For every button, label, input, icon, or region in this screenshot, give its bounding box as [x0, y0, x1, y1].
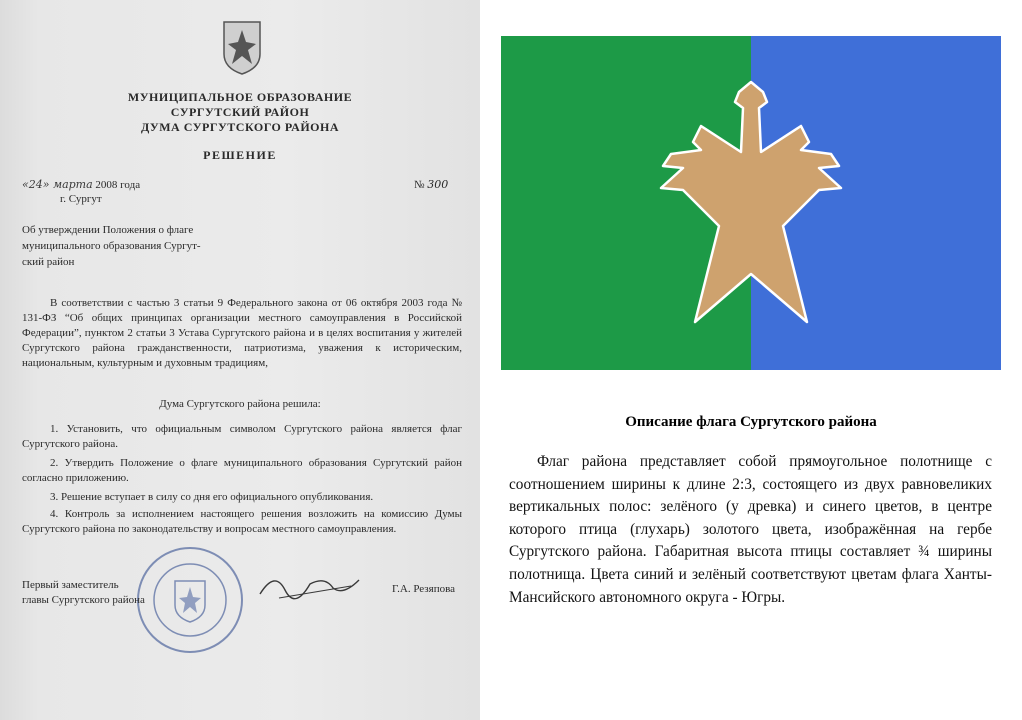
subject-line: ский район [22, 256, 75, 268]
org-line-1: МУНИЦИПАЛЬНОЕ ОБРАЗОВАНИЕ [127, 90, 353, 104]
subject-line: муниципального образования Сургут- [22, 240, 201, 252]
subject-line: Об утверждении Положения о флаге [22, 224, 194, 236]
signer-title [22, 578, 145, 608]
surgut-district-flag [501, 36, 1001, 370]
document-subject [22, 222, 262, 270]
document-item-2: 2. Утвердить Положение о флаге муниципального образования Сургутский район согласно приложению. [22, 457, 462, 484]
signer-name: Г.А. Резяпова [392, 583, 456, 595]
org-line-3: ДУМА СУРГУТСКОГО РАЙОНА [141, 120, 339, 134]
document-item-4: 4. Контроль за исполнением настоящего решения возложить на комиссию Думы Сургутского района по законодательству и вопросам местного самоуправления. [22, 508, 462, 535]
number-label: № [414, 179, 425, 191]
flag-description-title: Описание флага Сургутского района [625, 414, 877, 430]
document-title: РЕШЕНИЕ [203, 148, 277, 162]
signer-title-line: главы Сургутского района [22, 594, 145, 606]
document-date [22, 178, 140, 191]
official-stamp-icon [135, 545, 245, 655]
decision-document [0, 0, 480, 720]
document-preamble: В соответствии с частью 3 статьи 9 Федерального закона от 06 октября 2003 года № 131-ФЗ “Об общих принципах организации местного самоуправления в Российской Федерации”, пунктом 2 статьи 3 Устава Сургутского района и в целях воспитания у жителей Сургутского района гражданственности, патриотизма, уважения к историческим, национальным, культурным и духовным традициям, [22, 297, 462, 369]
document-item-3: 3. Решение вступает в силу со дня его официального опубликования. [50, 491, 374, 503]
document-city: г. Сургут [60, 193, 102, 205]
date-handwritten: «24» марта [22, 178, 93, 191]
org-line-2: СУРГУТСКИЙ РАЙОН [170, 105, 310, 119]
document-number [414, 178, 448, 191]
signer-title-line: Первый заместитель [22, 579, 119, 591]
flag-description-text: Флаг района представляет собой прямоугольное полотнище с соотношением ширины к длине 2:3, состоящего из двух равновеликих вертикальных полос: зелёного (у древка) и синего цветов, в центре которого птица (глухарь) золотого цвета, изображённая на гербе Сургутского района. Габаритная высота птицы составляет ¾ ширины полотнища. Цвета синий и зелёный соответствуют цветам флага Ханты-Мансийского автономного округа - Югры. [509, 453, 992, 606]
coat-of-arms-icon [220, 20, 264, 76]
document-item-1: 1. Установить, что официальным символом Сургутского района является флаг Сургутского района. [22, 423, 462, 450]
document-resolved: Дума Сургутского района решила: [159, 398, 321, 410]
number-handwritten: 300 [427, 178, 449, 191]
handwritten-signature-icon [255, 562, 365, 607]
date-year: 2008 года [95, 179, 141, 191]
